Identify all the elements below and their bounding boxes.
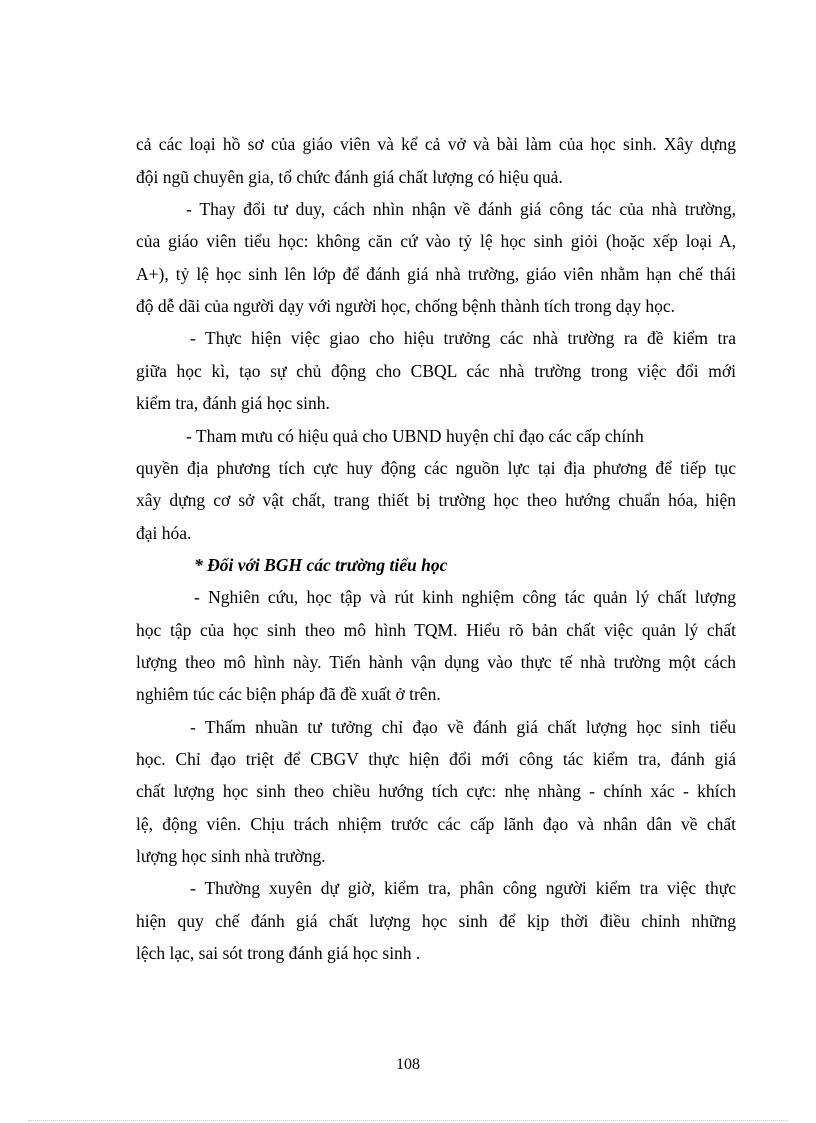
text-line: quyền địa phương tích cực huy động các nguồn lực tại địa phương để tiếp tục: [136, 458, 736, 478]
text-line: kiểm tra, đánh giá học sinh.: [136, 393, 330, 413]
text-line: chất lượng học sinh theo chiều hướng tích cực: nhẹ nhàng - chính xác - khích: [136, 781, 736, 801]
footer-divider: [28, 1120, 788, 1121]
text-line: nghiêm túc các biện pháp đã đề xuất ở trên.: [136, 684, 441, 704]
text-line: của giáo viên tiểu học: không căn cứ vào tỷ lệ học sinh giỏi (hoặc xếp loại A,: [136, 231, 736, 251]
text-line: lượng theo mô hình này. Tiến hành vận dụng vào thực tế nhà trường một cách: [136, 652, 736, 672]
text-line: - Thấm nhuần tư tưởng chỉ đạo về đánh giá chất lượng học sinh tiểu: [190, 717, 736, 737]
text-line: - Thường xuyên dự giờ, kiểm tra, phân công người kiểm tra việc thực: [190, 878, 736, 898]
text-line: học tập của học sinh theo mô hình TQM. Hiểu rõ bản chất việc quản lý chất: [136, 620, 736, 640]
text-line: lệ, động viên. Chịu trách nhiệm trước các cấp lãnh đạo và nhân dân về chất: [136, 814, 736, 834]
text-line: - Nghiên cứu, học tập và rút kinh nghiệm công tác quản lý chất lượng: [194, 587, 736, 607]
text-line: - Tham mưu có hiệu quả cho UBND huyện chỉ đạo các cấp chính: [186, 426, 644, 446]
page-number: 108: [396, 1056, 420, 1073]
text-line: lệch lạc, sai sót trong đánh giá học sinh .: [136, 943, 421, 963]
text-line: hiện quy chế đánh giá chất lượng học sinh để kịp thời điều chỉnh những: [136, 911, 736, 931]
text-line: A+), tỷ lệ học sinh lên lớp để đánh giá nhà trường, giáo viên nhằm hạn chế thái: [136, 264, 736, 284]
text-line: - Thay đổi tư duy, cách nhìn nhận về đánh giá công tác của nhà trường,: [186, 199, 736, 219]
text-line: học. Chỉ đạo triệt để CBGV thực hiện đổi mới công tác kiểm tra, đánh giá: [136, 749, 736, 769]
text-line: xây dựng cơ sở vật chất, trang thiết bị trường học theo hướng chuẩn hóa, hiện: [136, 490, 736, 510]
text-line: đội ngũ chuyên gia, tổ chức đánh giá chất lượng có hiệu quả.: [136, 167, 563, 187]
text-line: cả các loại hồ sơ của giáo viên và kể cả vở và bài làm của học sinh. Xây dựng: [136, 134, 736, 154]
text-line: lượng học sinh nhà trường.: [136, 846, 326, 866]
section-heading: * Đối với BGH các trường tiểu học: [194, 555, 448, 575]
text-line: - Thực hiện việc giao cho hiệu trưởng các nhà trường ra đề kiểm tra: [190, 328, 736, 348]
text-line: giữa học kì, tạo sự chủ động cho CBQL các nhà trường trong việc đổi mới: [136, 361, 736, 381]
text-line: độ dễ dãi của người dạy với người học, chống bệnh thành tích trong dạy học.: [136, 296, 676, 316]
text-line: đại hóa.: [136, 523, 192, 543]
